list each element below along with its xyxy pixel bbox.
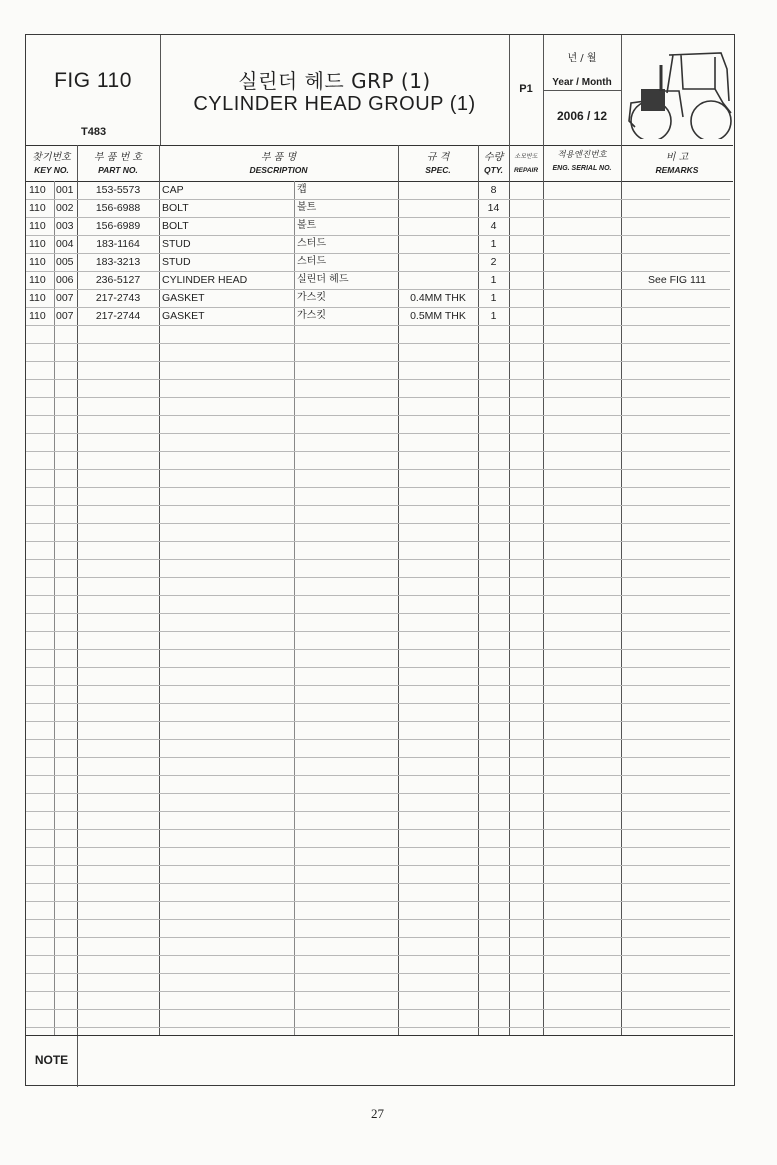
row-line — [26, 1009, 730, 1010]
cell-part-no: 156-6988 — [95, 202, 141, 214]
row-line — [26, 433, 730, 434]
cell-key: 006 — [56, 274, 74, 286]
row-line — [26, 793, 730, 794]
col-spec-kr: 규 격 — [426, 152, 450, 163]
cell-desc-en: GASKET — [162, 292, 205, 304]
cell-desc-en: CYLINDER HEAD — [162, 274, 248, 286]
col-repair-en: REPAIR — [513, 167, 539, 174]
cell-key: 007 — [56, 292, 74, 304]
row-line — [26, 703, 730, 704]
row-line — [26, 721, 730, 722]
cell-desc-en: STUD — [162, 238, 191, 250]
cell-desc-kr: 가스킷 — [297, 292, 326, 303]
cell-fig: 110 — [29, 256, 46, 268]
row-line — [26, 361, 730, 362]
cell-desc-kr: 실린더 헤드 — [297, 274, 349, 285]
cell-desc-kr: 캡 — [297, 184, 307, 195]
row-line — [26, 595, 730, 596]
row-line — [26, 919, 730, 920]
title-korean: 실린더 헤드 GRP (1) — [238, 69, 431, 93]
parts-sheet — [25, 34, 735, 1086]
cell-fig: 110 — [29, 292, 46, 304]
row-line — [26, 937, 730, 938]
row-line — [26, 415, 730, 416]
cell-desc-kr: 볼트 — [297, 202, 317, 213]
cell-fig: 110 — [29, 310, 46, 322]
cell-qty: 1 — [490, 292, 497, 304]
cell-key: 001 — [56, 184, 74, 196]
row-line — [26, 325, 730, 326]
row-line — [26, 559, 730, 560]
row-line — [26, 577, 730, 578]
col-part-no-en: PART NO. — [98, 165, 138, 175]
cell-part-no: 217-2744 — [95, 310, 141, 322]
cell-part-no: 236-5127 — [95, 274, 141, 286]
row-line — [26, 847, 730, 848]
row-line — [26, 955, 730, 956]
page-number: 27 — [371, 1106, 384, 1121]
note-label: NOTE — [34, 1053, 69, 1067]
cell-fig: 110 — [29, 274, 46, 286]
cell-desc-en: BOLT — [162, 202, 189, 214]
col-repair-kr: 소모반도 — [514, 153, 538, 160]
cell-remarks: See FIG 111 — [648, 274, 706, 286]
row-line — [26, 397, 730, 398]
row-line — [26, 343, 730, 344]
cell-desc-kr: 스터드 — [297, 256, 326, 267]
cell-part-no: 183-3213 — [95, 256, 141, 268]
col-description-kr: 부 품 명 — [260, 152, 297, 163]
row-line — [26, 613, 730, 614]
issue-date: 2006 / 12 — [556, 109, 608, 123]
row-line — [26, 523, 730, 524]
cell-fig: 110 — [29, 238, 46, 250]
cell-desc-en: BOLT — [162, 220, 189, 232]
col-key-no-kr: 찾기번호 — [32, 152, 71, 163]
header-rule — [26, 145, 733, 146]
row-line — [26, 451, 730, 452]
col-qty-kr: 수량 — [483, 152, 504, 163]
cell-qty: 2 — [490, 256, 497, 268]
year-month-english: Year / Month — [552, 77, 612, 88]
row-line — [26, 505, 730, 506]
cell-part-no: 153-5573 — [95, 184, 141, 196]
row-line — [26, 469, 730, 470]
title-english: CYLINDER HEAD GROUP (1) — [193, 93, 476, 115]
fig-number: FIG 110 — [54, 69, 132, 92]
col-key-no-en: KEY NO. — [34, 165, 69, 175]
row-line — [26, 379, 730, 380]
row-line — [26, 631, 730, 632]
row-line — [26, 865, 730, 866]
col-remarks-en: REMARKS — [655, 165, 699, 175]
cell-qty: 1 — [490, 274, 497, 286]
page-code: P1 — [519, 83, 533, 95]
cell-desc-kr: 가스킷 — [297, 310, 326, 321]
row-line — [26, 685, 730, 686]
header-divider — [621, 35, 622, 145]
column-divider — [54, 181, 55, 1035]
col-spec-en: SPEC. — [425, 165, 451, 175]
row-line — [26, 487, 730, 488]
row-line — [26, 973, 730, 974]
cell-part-no: 217-2743 — [95, 292, 141, 304]
cell-key: 002 — [56, 202, 74, 214]
cell-fig: 110 — [29, 184, 46, 196]
row-line — [26, 811, 730, 812]
row-line — [26, 991, 730, 992]
cell-spec: 0.4MM THK — [410, 292, 466, 304]
row-line — [26, 883, 730, 884]
cell-key: 004 — [56, 238, 74, 250]
col-description-en: DESCRIPTION — [249, 165, 308, 175]
col-part-no-kr: 부 품 번 호 — [93, 152, 143, 163]
cell-qty: 1 — [490, 238, 497, 250]
cell-qty: 4 — [490, 220, 497, 232]
cell-key: 007 — [56, 310, 74, 322]
row-line — [26, 829, 730, 830]
col-remarks-kr: 비 고 — [665, 152, 689, 163]
row-line — [26, 1027, 730, 1028]
col-qty-en: QTY. — [483, 165, 504, 175]
cell-qty: 1 — [490, 310, 497, 322]
cell-desc-en: CAP — [162, 184, 184, 196]
row-line — [26, 739, 730, 740]
cell-fig: 110 — [29, 202, 46, 214]
cell-part-no: 183-1164 — [96, 238, 140, 250]
year-month-korean: 년 / 월 — [567, 53, 597, 64]
cell-desc-kr: 스터드 — [297, 238, 326, 249]
note-rule — [26, 1035, 733, 1036]
row-line — [26, 541, 730, 542]
cell-desc-en: GASKET — [162, 310, 205, 322]
row-line — [26, 775, 730, 776]
row-line — [26, 649, 730, 650]
cell-key: 005 — [56, 256, 74, 268]
row-line — [26, 901, 730, 902]
cell-fig: 110 — [29, 220, 46, 232]
tractor-outline-icon — [623, 43, 733, 139]
cell-spec: 0.5MM THK — [410, 310, 466, 322]
row-line — [26, 757, 730, 758]
header-divider — [543, 90, 621, 91]
cell-part-no: 156-6989 — [95, 220, 141, 232]
cell-desc-kr: 볼트 — [297, 220, 317, 231]
cell-qty: 8 — [490, 184, 497, 196]
column-divider — [294, 181, 295, 1035]
cell-key: 003 — [56, 220, 74, 232]
model-code: T483 — [81, 126, 107, 138]
col-serial-en: ENG. SERIAL NO. — [552, 165, 612, 172]
row-line — [26, 667, 730, 668]
cell-qty: 14 — [487, 202, 500, 214]
cell-desc-en: STUD — [162, 256, 191, 268]
col-serial-kr: 적용엔진번호 — [557, 150, 607, 160]
